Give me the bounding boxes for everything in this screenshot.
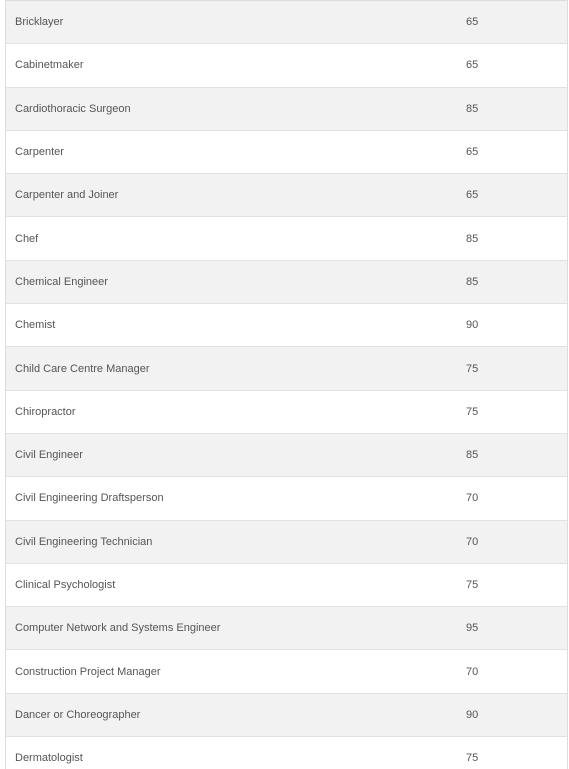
- occupation-cell: Clinical Psychologist: [15, 579, 116, 591]
- points-cell: 65: [466, 146, 479, 159]
- occupation-cell: Dermatologist: [15, 752, 83, 765]
- table-row: [6, 737, 567, 769]
- occupation-cell: Carpenter: [15, 146, 64, 159]
- points-cell: 75: [466, 405, 479, 418]
- occupation-cell: Child Care Centre Manager: [15, 362, 150, 375]
- occupation-cell: Civil Engineering Draftsperson: [15, 492, 164, 505]
- occupation-cell: Civil Engineering Technician: [15, 535, 153, 548]
- table-row: [6, 347, 567, 390]
- occupation-cell: Chemical Engineer: [15, 275, 108, 288]
- occupation-cell: Construction Project Manager: [15, 665, 161, 678]
- occupation-cell: Cabinetmaker: [15, 59, 84, 72]
- table-row: [6, 44, 567, 87]
- points-cell: 70: [466, 665, 479, 678]
- table-row: [6, 694, 567, 737]
- occupation-cell: Chiropractor: [15, 405, 76, 418]
- occupation-cell: Dancer or Choreographer: [15, 708, 141, 721]
- points-cell: 75: [466, 752, 479, 765]
- points-cell: 65: [466, 16, 479, 29]
- points-cell: 95: [466, 622, 479, 635]
- points-cell: 85: [466, 102, 479, 115]
- points-cell: 75: [466, 362, 479, 375]
- table-row: [6, 261, 567, 304]
- occupation-cell: Computer Network and Systems Engineer: [15, 622, 221, 635]
- occupation-cell: Carpenter and Joiner: [15, 189, 119, 202]
- points-cell: 90: [466, 708, 479, 721]
- table-row: [6, 1, 567, 44]
- points-cell: 65: [466, 59, 479, 72]
- table-row: [6, 434, 567, 477]
- occupation-cell: Cardiothoracic Surgeon: [15, 102, 131, 115]
- points-cell: 85: [466, 232, 479, 245]
- occupation-cell: Civil Engineer: [15, 449, 83, 462]
- table-row: [6, 174, 567, 217]
- occupation-cell: Chemist: [15, 319, 56, 332]
- points-cell: 85: [466, 449, 479, 462]
- points-cell: 85: [466, 275, 479, 288]
- table-row: [6, 391, 567, 434]
- table-row: [6, 650, 567, 693]
- points-cell: 75: [466, 579, 479, 591]
- occupation-cell: Chef: [15, 232, 39, 245]
- table-row: [6, 607, 567, 650]
- table-row: [6, 521, 567, 564]
- points-cell: 90: [466, 319, 479, 332]
- occupation-table: [5, 0, 568, 769]
- points-cell: 65: [466, 189, 479, 202]
- table-row: [6, 131, 567, 174]
- points-cell: 70: [466, 535, 479, 548]
- table-row: [6, 88, 567, 131]
- table-row: [6, 564, 567, 607]
- table-row: [6, 477, 567, 520]
- table-row: [6, 304, 567, 347]
- table-row: [6, 217, 567, 260]
- occupation-cell: Bricklayer: [15, 16, 64, 29]
- points-cell: 70: [466, 492, 479, 505]
